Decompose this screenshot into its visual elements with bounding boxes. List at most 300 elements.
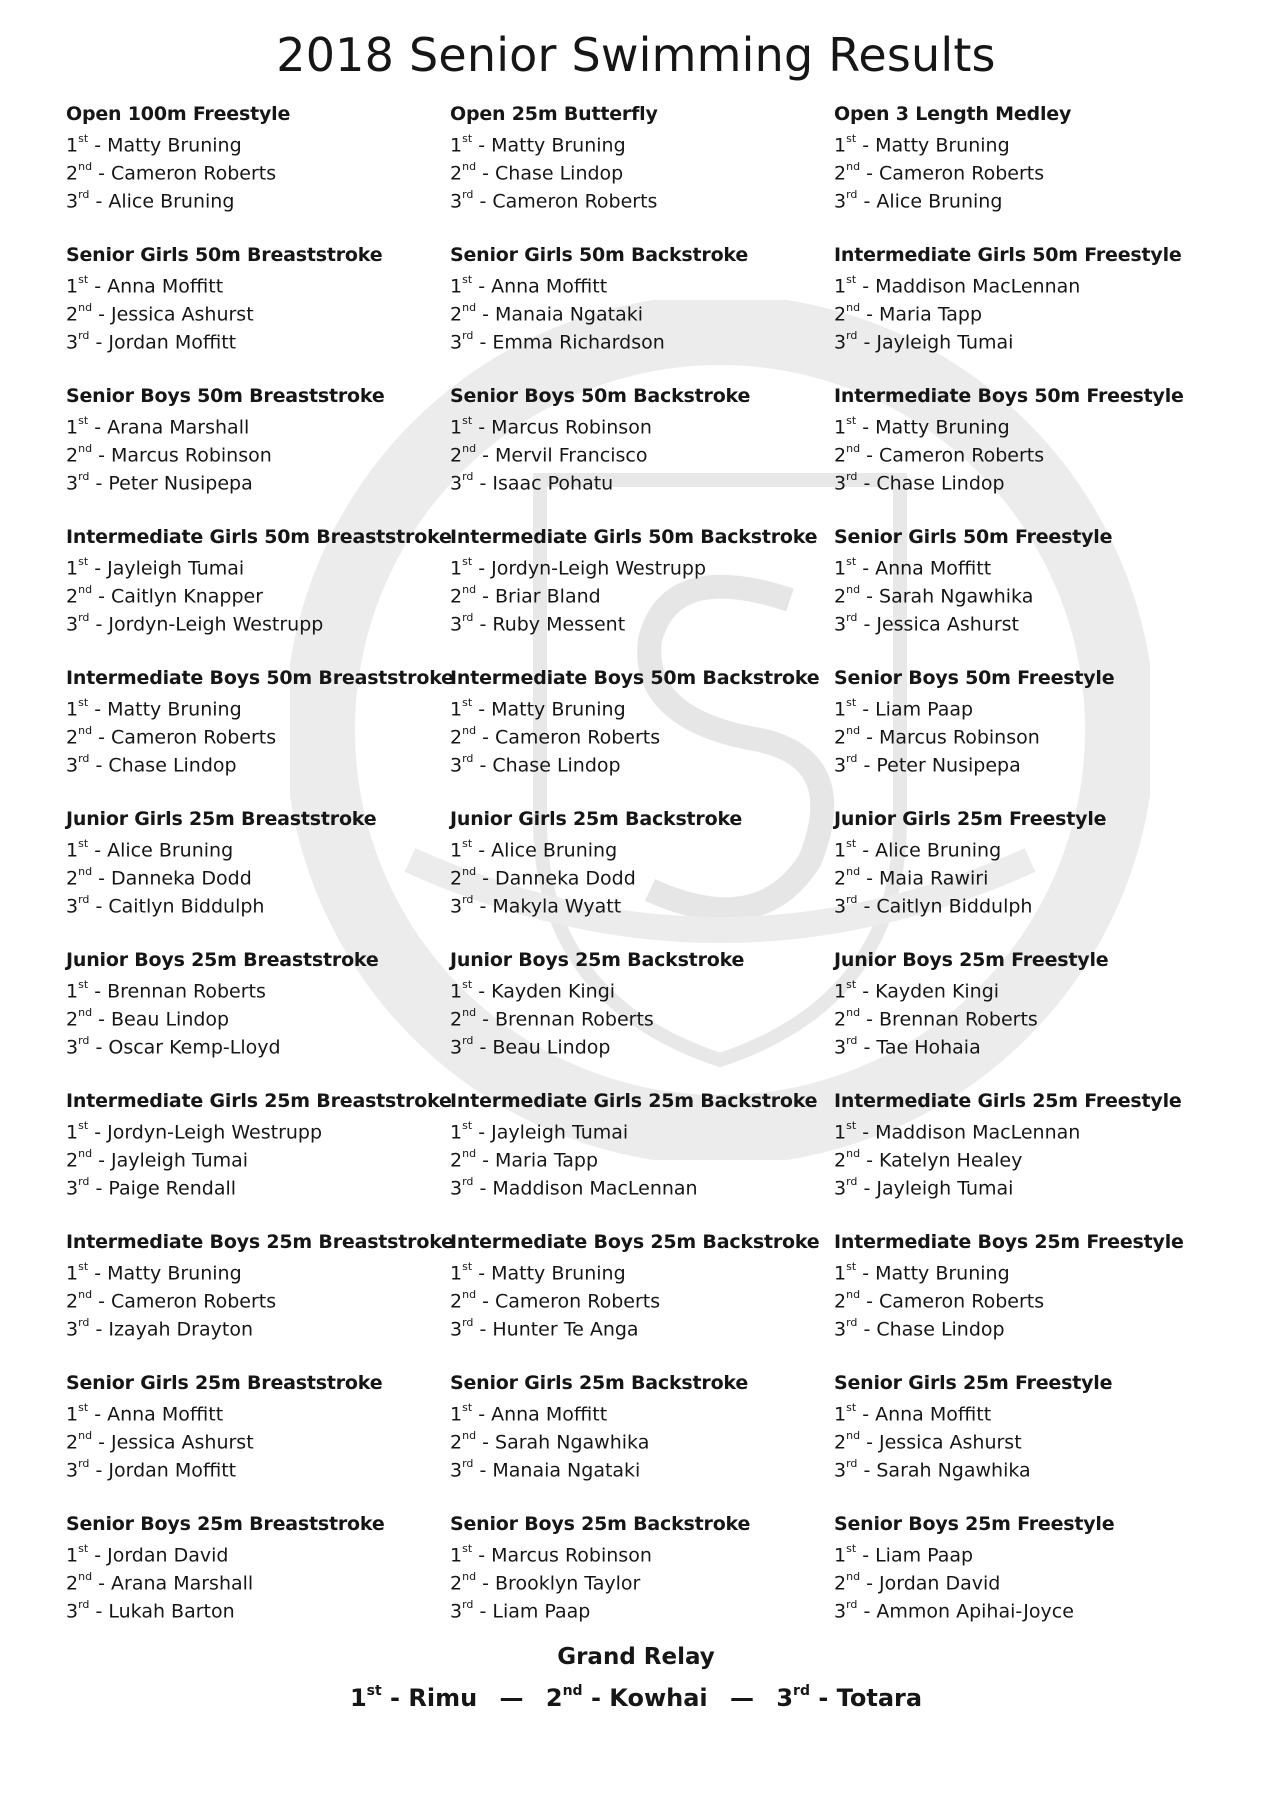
place-ordinal: nd — [462, 301, 477, 314]
place-ordinal: rd — [462, 188, 474, 201]
place-row — [834, 888, 1218, 916]
place-row — [450, 973, 834, 1001]
place-separator: - — [94, 839, 102, 862]
place-ordinal: nd — [78, 865, 93, 878]
swimmer-name: Kayden Kingi — [875, 980, 1000, 1003]
place-ordinal: rd — [462, 470, 474, 483]
swimmer-name: Marcus Robinson — [111, 444, 272, 467]
place-separator: - — [862, 1544, 870, 1567]
event-block — [834, 665, 1218, 806]
swimmer-name: Matty Bruning — [107, 698, 242, 721]
place-separator: - — [479, 1459, 487, 1482]
event-title: Intermediate Girls 50m Backstroke — [450, 526, 818, 548]
swimmer-name: Alice Bruning — [876, 190, 1003, 213]
place-number: 2 — [450, 303, 463, 326]
place-row — [450, 296, 834, 324]
place-separator: - — [95, 895, 103, 918]
event-title: Junior Girls 25m Breaststroke — [66, 808, 377, 830]
place-ordinal: nd — [846, 1429, 861, 1442]
place-row — [66, 409, 450, 437]
place-ordinal: st — [78, 1119, 89, 1132]
swimmer-name: Anna Moffitt — [491, 275, 608, 298]
swimmer-name: Marcus Robinson — [491, 416, 652, 439]
swimmer-name: Anna Moffitt — [875, 1403, 992, 1426]
place-separator: - — [478, 1121, 486, 1144]
place-ordinal: rd — [462, 329, 474, 342]
event-block — [66, 242, 450, 383]
place-separator: - — [479, 1036, 487, 1059]
place-separator: - — [94, 698, 102, 721]
place-ordinal: st — [78, 414, 89, 427]
place-separator: - — [479, 1600, 487, 1623]
swimmer-name: Briar Bland — [495, 585, 601, 608]
place-ordinal: nd — [78, 1006, 93, 1019]
swimmer-name: Manaia Ngataki — [492, 1459, 641, 1482]
event-title: Junior Girls 25m Freestyle — [834, 808, 1107, 830]
place-ordinal: rd — [78, 893, 90, 906]
place-ordinal: nd — [462, 442, 477, 455]
results-grid — [66, 101, 1218, 1652]
place-separator: - — [98, 1149, 105, 1172]
place-number: 1 — [834, 1262, 847, 1285]
place-ordinal: st — [846, 273, 857, 286]
event-title: Intermediate Boys 25m Breaststroke — [66, 1231, 454, 1253]
place-number: 2 — [66, 162, 79, 185]
place-number: 2 — [450, 1008, 463, 1031]
place-separator: - — [478, 1544, 486, 1567]
swimmer-name: Kayden Kingi — [491, 980, 616, 1003]
place-ordinal: st — [78, 132, 89, 145]
place-ordinal: nd — [846, 1570, 861, 1583]
swimmer-name: Sarah Ngawhika — [879, 585, 1034, 608]
place-separator: - — [482, 726, 489, 749]
place-row — [834, 973, 1218, 1001]
place-ordinal: rd — [78, 611, 90, 624]
place-separator: - — [98, 1290, 105, 1313]
page-title: 2018 Senior Swimming Results — [276, 28, 996, 82]
place-separator: - — [98, 1431, 105, 1454]
place-number: 1 — [66, 275, 79, 298]
place-ordinal: nd — [78, 301, 93, 314]
event-title: Senior Boys 25m Freestyle — [834, 1513, 1115, 1535]
place-separator: - — [866, 585, 873, 608]
place-number: 1 — [834, 698, 847, 721]
event-block — [66, 665, 454, 806]
place-separator: - — [866, 1149, 873, 1172]
place-row — [450, 860, 834, 888]
place-row — [450, 691, 834, 719]
place-separator: - — [866, 1008, 873, 1031]
swimmer-name: Liam Paap — [492, 1600, 591, 1623]
swimmer-name: Marcus Robinson — [491, 1544, 652, 1567]
swimmer-name: Anna Moffitt — [875, 557, 992, 580]
place-ordinal: nd — [78, 583, 93, 596]
place-number: 1 — [450, 1544, 463, 1567]
place-number: 3 — [834, 613, 847, 636]
swimmer-name: Alice Bruning — [875, 839, 1002, 862]
place-number: 3 — [834, 895, 847, 918]
event-block — [834, 806, 1218, 947]
place-number: 1 — [834, 416, 847, 439]
swimmer-name: Cameron Roberts — [879, 444, 1045, 467]
event-title: Junior Boys 25m Breaststroke — [66, 949, 379, 971]
place-row — [834, 1001, 1218, 1029]
place-separator: - — [478, 1403, 486, 1426]
event-block — [834, 383, 1218, 524]
place-separator: - — [94, 557, 102, 580]
event-title: Intermediate Girls 25m Breaststroke — [66, 1090, 452, 1112]
swimmer-name: Matty Bruning — [491, 1262, 626, 1285]
place-ordinal: nd — [462, 583, 477, 596]
place-row — [834, 465, 1218, 493]
place-separator: - — [479, 1318, 487, 1341]
place-separator: - — [482, 1572, 489, 1595]
place-number: 1 — [66, 134, 79, 157]
event-block — [66, 1229, 454, 1370]
place-number: 1 — [450, 698, 463, 721]
place-ordinal: st — [462, 1119, 473, 1132]
place-row — [834, 606, 1218, 634]
place-number: 3 — [66, 190, 79, 213]
place-number: 3 — [834, 754, 847, 777]
swimmer-name: Caitlyn Knapper — [111, 585, 264, 608]
place-separator: - — [479, 895, 487, 918]
place-number: 1 — [66, 839, 79, 862]
place-separator: - — [862, 1403, 870, 1426]
event-block — [66, 524, 450, 665]
place-separator: - — [863, 1318, 871, 1341]
place-row — [834, 719, 1218, 747]
place-row — [66, 691, 450, 719]
place-separator: - — [479, 190, 487, 213]
place-number: 2 — [66, 1572, 79, 1595]
place-row — [66, 324, 450, 352]
event-block — [66, 1088, 450, 1229]
place-ordinal: nd — [78, 724, 93, 737]
place-ordinal: rd — [78, 1457, 90, 1470]
swimmer-name: Jayleigh Tumai — [876, 331, 1014, 354]
swimmer-name: Beau Lindop — [111, 1008, 230, 1031]
place-ordinal: nd — [846, 1006, 861, 1019]
place-number: 2 — [450, 444, 463, 467]
place-separator: - — [479, 472, 487, 495]
place-ordinal: st — [846, 555, 857, 568]
swimmer-name: Sarah Ngawhika — [495, 1431, 650, 1454]
place-number: 3 — [66, 895, 79, 918]
event-title: Senior Girls 50m Backstroke — [450, 244, 749, 266]
place-row — [834, 1452, 1218, 1480]
place-row — [450, 1424, 834, 1452]
place-row — [66, 1396, 450, 1424]
swimmer-name: Arana Marshall — [107, 416, 250, 439]
swimmer-name: Jayleigh Tumai — [876, 1177, 1014, 1200]
place-separator: - — [479, 331, 487, 354]
swimmer-name: Liam Paap — [875, 698, 974, 721]
place-number: 3 — [450, 1459, 463, 1482]
place-number: 3 — [450, 754, 463, 777]
place-ordinal: nd — [462, 865, 477, 878]
swimmer-name: Caitlyn Biddulph — [876, 895, 1033, 918]
swimmer-name: Chase Lindop — [492, 754, 621, 777]
swimmer-name: Jayleigh Tumai — [107, 557, 245, 580]
swimmer-name: Beau Lindop — [492, 1036, 611, 1059]
swimmer-name: Jordan David — [107, 1544, 229, 1567]
place-ordinal: st — [846, 1260, 857, 1273]
place-number: 2 — [450, 1431, 463, 1454]
relay-dash: — — [499, 1684, 524, 1712]
place-separator: - — [95, 1459, 103, 1482]
grand-relay-results — [0, 1674, 1272, 1717]
place-number: 3 — [834, 331, 847, 354]
swimmer-name: Maddison MacLennan — [492, 1177, 698, 1200]
place-ordinal: rd — [846, 329, 858, 342]
swimmer-name: Makyla Wyatt — [492, 895, 622, 918]
place-number: 3 — [834, 190, 847, 213]
place-ordinal: st — [846, 1119, 857, 1132]
place-row — [450, 550, 834, 578]
swimmer-name: Anna Moffitt — [491, 1403, 608, 1426]
place-row — [450, 747, 834, 775]
place-ordinal: rd — [846, 1034, 858, 1047]
swimmer-name: Katelyn Healey — [879, 1149, 1023, 1172]
place-number: 3 — [834, 1600, 847, 1623]
place-number: 3 — [66, 1036, 79, 1059]
place-ordinal: st — [462, 273, 473, 286]
event-block — [66, 383, 450, 524]
place-separator: - — [862, 839, 870, 862]
place-number: 3 — [66, 1318, 79, 1341]
place-row — [450, 1029, 834, 1057]
place-number: 2 — [834, 1290, 847, 1313]
place-separator: - — [482, 1431, 489, 1454]
place-number: 2 — [66, 1431, 79, 1454]
swimmer-name: Maria Tapp — [495, 1149, 599, 1172]
place-separator: - — [479, 754, 487, 777]
place-number: 2 — [450, 162, 463, 185]
event-block — [834, 1088, 1218, 1229]
place-number: 3 — [450, 1036, 463, 1059]
event-block — [834, 1229, 1218, 1370]
place-row — [834, 1029, 1218, 1057]
place-ordinal: nd — [846, 301, 861, 314]
place-ordinal: rd — [462, 1457, 474, 1470]
place-number: 1 — [450, 416, 463, 439]
place-ordinal: st — [846, 414, 857, 427]
swimmer-name: Peter Nusipepa — [108, 472, 253, 495]
event-block — [66, 806, 450, 947]
swimmer-name: Alice Bruning — [108, 190, 235, 213]
place-row — [450, 437, 834, 465]
place-number: 2 — [66, 1149, 79, 1172]
place-row — [834, 1255, 1218, 1283]
place-number: 3 — [450, 1177, 463, 1200]
swimmer-name: Isaac Pohatu — [492, 472, 614, 495]
place-ordinal: rd — [846, 1175, 858, 1188]
swimmer-name: Chase Lindop — [495, 162, 624, 185]
event-title: Senior Boys 50m Backstroke — [450, 385, 751, 407]
place-row — [450, 1255, 834, 1283]
place-number: 1 — [450, 1121, 463, 1144]
place-ordinal: rd — [846, 752, 858, 765]
place-number: 2 — [450, 726, 463, 749]
place-ordinal: st — [462, 555, 473, 568]
place-separator: - — [866, 1290, 873, 1313]
event-title: Intermediate Boys 25m Backstroke — [450, 1231, 820, 1253]
place-row — [450, 832, 834, 860]
place-row — [66, 1142, 450, 1170]
place-separator: - — [94, 980, 102, 1003]
relay-place-2: 2nd - Kowhai — [545, 1683, 708, 1712]
place-separator: - — [94, 416, 102, 439]
place-number: 2 — [66, 303, 79, 326]
place-number: 1 — [834, 1403, 847, 1426]
place-row — [834, 691, 1218, 719]
place-row — [450, 1001, 834, 1029]
event-title: Senior Girls 25m Freestyle — [834, 1372, 1113, 1394]
swimmer-name: Cameron Roberts — [879, 1290, 1045, 1313]
event-block — [834, 1370, 1218, 1511]
place-ordinal: st — [462, 414, 473, 427]
place-number: 1 — [834, 1121, 847, 1144]
swimmer-name: Cameron Roberts — [495, 726, 661, 749]
place-ordinal: rd — [846, 188, 858, 201]
event-block — [834, 101, 1218, 242]
place-row — [66, 747, 450, 775]
place-number: 2 — [834, 1572, 847, 1595]
place-ordinal: nd — [78, 1570, 93, 1583]
place-separator: - — [482, 1008, 489, 1031]
event-title: Intermediate Girls 25m Backstroke — [450, 1090, 818, 1112]
place-ordinal: nd — [846, 442, 861, 455]
place-number: 1 — [834, 980, 847, 1003]
event-title: Intermediate Boys 50m Freestyle — [834, 385, 1184, 407]
place-row — [450, 578, 834, 606]
event-block — [450, 242, 834, 383]
place-separator: - — [866, 444, 873, 467]
place-separator: - — [863, 613, 871, 636]
place-number: 1 — [66, 980, 79, 1003]
place-number: 2 — [450, 1290, 463, 1313]
place-ordinal: rd — [78, 1598, 90, 1611]
place-row — [450, 1537, 834, 1565]
place-ordinal: st — [462, 837, 473, 850]
place-ordinal: nd — [78, 1429, 93, 1442]
place-row — [66, 1452, 450, 1480]
event-title: Open 100m Freestyle — [66, 103, 291, 125]
place-separator: - — [479, 1177, 487, 1200]
swimmer-name: Chase Lindop — [108, 754, 237, 777]
place-separator: - — [94, 1121, 102, 1144]
swimmer-name: Brennan Roberts — [107, 980, 266, 1003]
place-row — [834, 268, 1218, 296]
place-row — [450, 409, 834, 437]
place-number: 2 — [450, 1149, 463, 1172]
place-separator: - — [482, 1290, 489, 1313]
swimmer-name: Maddison MacLennan — [875, 1121, 1081, 1144]
place-separator: - — [95, 613, 103, 636]
place-ordinal: rd — [78, 188, 90, 201]
event-block — [450, 1088, 834, 1229]
place-number: 3 — [450, 472, 463, 495]
place-ordinal: nd — [846, 865, 861, 878]
event-block — [66, 1511, 450, 1652]
place-row — [66, 1424, 450, 1452]
place-separator: - — [478, 698, 486, 721]
place-number: 3 — [450, 1600, 463, 1623]
swimmer-name: Maddison MacLennan — [875, 275, 1081, 298]
place-ordinal: nd — [78, 160, 93, 173]
swimmer-name: Danneka Dodd — [111, 867, 252, 890]
place-ordinal: st — [846, 837, 857, 850]
place-ordinal: rd — [462, 1175, 474, 1188]
place-row — [66, 888, 450, 916]
event-title: Open 3 Length Medley — [834, 103, 1072, 125]
place-ordinal: rd — [846, 1598, 858, 1611]
place-ordinal: rd — [462, 1598, 474, 1611]
place-row — [450, 183, 834, 211]
swimmer-name: Paige Rendall — [108, 1177, 237, 1200]
place-row — [66, 860, 450, 888]
place-row — [66, 1255, 450, 1283]
place-separator: - — [866, 303, 873, 326]
swimmer-name: Matty Bruning — [875, 134, 1010, 157]
swimmer-name: Jordyn-Leigh Westrupp — [107, 1121, 323, 1144]
place-ordinal: st — [78, 273, 89, 286]
place-row — [66, 268, 450, 296]
place-number: 3 — [450, 613, 463, 636]
event-block — [450, 1229, 834, 1370]
place-ordinal: st — [846, 696, 857, 709]
place-number: 1 — [834, 557, 847, 580]
place-ordinal: st — [462, 1401, 473, 1414]
place-number: 2 — [66, 585, 79, 608]
swimmer-name: Sarah Ngawhika — [876, 1459, 1031, 1482]
swimmer-name: Cameron Roberts — [111, 162, 277, 185]
place-number: 3 — [834, 1036, 847, 1059]
place-separator: - — [482, 303, 489, 326]
place-number: 1 — [450, 275, 463, 298]
place-row — [834, 1593, 1218, 1621]
place-row — [66, 1537, 450, 1565]
place-number: 1 — [450, 134, 463, 157]
event-block — [450, 1370, 834, 1511]
place-row — [66, 578, 450, 606]
place-row — [834, 1396, 1218, 1424]
place-separator: - — [98, 303, 105, 326]
place-separator: - — [479, 613, 487, 636]
place-number: 3 — [66, 613, 79, 636]
place-row — [450, 719, 834, 747]
swimmer-name: Peter Nusipepa — [876, 754, 1021, 777]
event-title: Senior Boys 50m Freestyle — [834, 667, 1115, 689]
place-number: 2 — [450, 1572, 463, 1595]
place-ordinal: nd — [462, 1570, 477, 1583]
event-block — [450, 524, 834, 665]
place-row — [66, 1114, 450, 1142]
place-number: 3 — [450, 895, 463, 918]
place-ordinal: st — [78, 837, 89, 850]
event-title: Senior Boys 50m Breaststroke — [66, 385, 385, 407]
place-separator: - — [98, 444, 105, 467]
place-separator: - — [482, 867, 489, 890]
place-separator: - — [478, 275, 486, 298]
place-row — [834, 1537, 1218, 1565]
place-row — [66, 155, 450, 183]
relay-place-1: 1st - Rimu — [349, 1683, 478, 1712]
place-number: 2 — [834, 726, 847, 749]
place-ordinal: rd — [462, 752, 474, 765]
place-row — [450, 1283, 834, 1311]
